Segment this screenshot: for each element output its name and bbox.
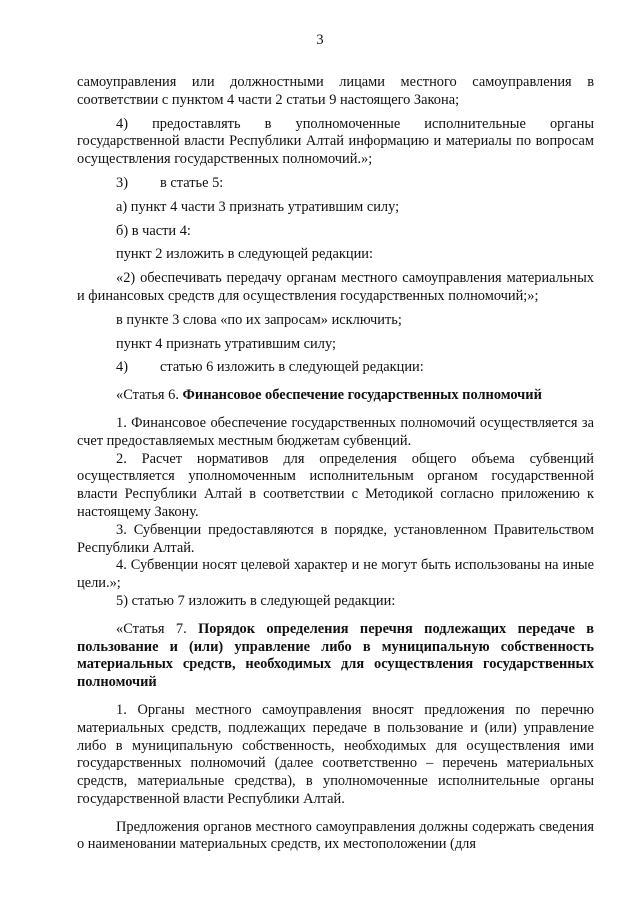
paragraph: б) в части 4: bbox=[116, 222, 191, 239]
item-text: в статье 5: bbox=[160, 174, 224, 191]
article-title: Финансовое обеспечение государственных полномочий bbox=[182, 387, 542, 404]
article-heading bbox=[77, 387, 594, 405]
item-number: 4) bbox=[116, 359, 128, 376]
paragraph: пункт 2 изложить в следующей редакции: bbox=[116, 246, 373, 263]
paragraph: 1. Органы местного самоуправления вносят предложения по перечню материальных средств, подлежащих передаче в пользование и (или) управление либо в муниципальную собственность, необходимых для осуществления ими государственных полномочий (далее соответственно – перечень материальных средств, материальные средства), в уполномоченные исполнительные органы государственной власти Республики Алтай. bbox=[77, 701, 594, 807]
paragraph: 4) предоставлять в уполномоченные исполнительные органы государственной власти Республики Алтай информацию и материалы по вопросам осуществления государственных полномочий.»; bbox=[77, 115, 594, 168]
article-prefix: «Статья 6. bbox=[116, 387, 183, 404]
item-number: 3) bbox=[116, 174, 128, 191]
paragraph: а) пункт 4 части 3 признать утратившим силу; bbox=[116, 198, 400, 215]
paragraph: 1. Финансовое обеспечение государственных полномочий осуществляется за счет предоставляемых местным бюджетам субвенций. bbox=[77, 414, 594, 449]
paragraph: в пункте 3 слова «по их запросам» исключить; bbox=[116, 311, 402, 328]
paragraph: самоуправления или должностными лицами местного самоуправления в соответствии с пунктом 4 части 2 статьи 9 настоящего Закона; bbox=[77, 74, 594, 108]
paragraph: пункт 4 признать утратившим силу; bbox=[116, 335, 336, 352]
document-body bbox=[77, 74, 594, 854]
paragraph: 4. Субвенции носят целевой характер и не могут быть использованы на иные цели.»; bbox=[77, 557, 594, 592]
paragraph: 5) статью 7 изложить в следующей редакции: bbox=[116, 592, 396, 609]
paragraph: 2. Расчет нормативов для определения общего объема субвенций осуществляется уполномоченным исполнительным органом государственной власти Республики Алтай в соответствии с Методикой согласно приложению к настоящему Закону. bbox=[77, 450, 594, 520]
paragraph: 3. Субвенции предоставляются в порядке, установленном Правительством Республики Алтай. bbox=[77, 521, 594, 556]
page-number: 3 bbox=[316, 32, 324, 48]
item-text: статью 6 изложить в следующей редакции: bbox=[160, 359, 424, 376]
article-title: Порядок определения перечня подлежащих передаче в пользование и (или) управление либо в муниципальную собственность материальных средств, необходимых для осуществления государственных полномочий bbox=[77, 620, 594, 691]
paragraph: Предложения органов местного самоуправления должны содержать сведения о наименовании материальных средств, их местоположении (для bbox=[77, 818, 594, 853]
paragraph: «2) обеспечивать передачу органам местного самоуправления материальных и финансовых средств для осуществления государственных полномочий;»; bbox=[77, 270, 594, 304]
paragraph bbox=[77, 359, 594, 377]
paragraph bbox=[77, 175, 594, 193]
article-heading bbox=[77, 621, 594, 692]
article-prefix: «Статья 7. bbox=[116, 620, 199, 637]
